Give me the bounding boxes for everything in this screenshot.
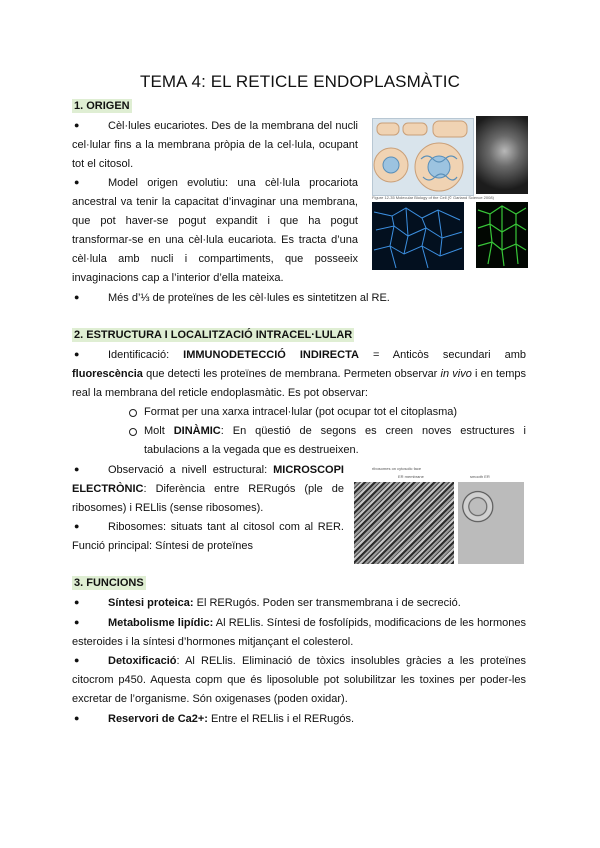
sub-item-xarxa: Format per una xarxa intracel·lular (pot ocupar tot el citoplasma): [144, 406, 458, 418]
section-heading-origen: 1. ORIGEN: [74, 100, 130, 112]
bullet: ●: [74, 713, 80, 723]
sub-bullet: [129, 428, 137, 436]
em-label: smooth ER: [470, 474, 490, 479]
sub-item-dinamic: Molt DINÀMIC: En qüestió de segons es creen noves estructures i tabulacions a la vegada que es destrueixen.: [144, 425, 526, 456]
section-heading-funcions: 3. FUNCIONS: [74, 577, 144, 589]
bullet: ●: [74, 597, 80, 607]
bullet: ●: [74, 292, 80, 302]
er-fluorescence-green: [476, 202, 528, 268]
bullet: ●: [74, 655, 80, 665]
bullet: ●: [74, 120, 80, 130]
paragraph-microscopi: Observació a nivell estructural: MICROSCOPI ELECTRÒNIC: Diferència entre RERugós (ple de ribosomes) i RELlis (sense ribosomes).: [72, 464, 344, 514]
function-lipidic: Metabolisme lipídic: Al RELlis. Síntesi de fosfolípids, modificacions de les hormones esteroides i la síntesi d’hormones mitjançant el colesterol.: [72, 617, 526, 648]
bullet: ●: [74, 464, 80, 474]
paragraph-origen-2: Model origen evolutiu: una cèl·lula procariota ancestral va tenir la capacitat d’invaginar una membrana, que pot haver-se pogut expandit i que ha pogut transformar-se en una cèl·lula eucariota. Es tracta d’una cèl·lula amb nucli i compartiments, que posseeix invaginacions cap a l’interior d’ella mateixa.: [72, 177, 358, 284]
bullet: ●: [74, 177, 80, 187]
er-evolution-diagram: [372, 118, 474, 196]
em-label: ribosomes on cytosolic face: [372, 466, 422, 471]
rough-er-micrograph: [354, 482, 454, 564]
paragraph-origen-3: Més d’⅓ de proteïnes de les cèl·lules es sintetitzen al RE.: [108, 292, 390, 304]
paragraph-ribosomes: Ribosomes: situats tant al citosol com al RER. Funció principal: Síntesi de proteïnes: [72, 521, 344, 552]
er-micrograph-gray: [476, 116, 528, 194]
function-detoxificacio: Detoxificació: Al RELlis. Eliminació de tòxics insolubles gràcies a les proteïnes citocrom p450. Aquesta copm que és liposoluble pot solubilitzar les toxines per poder-les excretar de l’organisme. Són oxigenases (poden oxidar).: [72, 655, 526, 705]
function-calci: Reservori de Ca2+: Entre el RELlis i el RERugós.: [108, 713, 355, 725]
page-title: TEMA 4: EL RETICLE ENDOPLASMÀTIC: [140, 72, 460, 91]
bullet: ●: [74, 617, 80, 627]
paragraph-origen-1: Cèl·lules eucariotes. Des de la membrana del nucli cel·lular fins a la membrana pròpia de la cel·lula, ocupant tot el citosol.: [72, 120, 358, 170]
bullet: ●: [74, 349, 80, 359]
figure-caption: Figure 12-35 Molecular Biology of the Cell (© Garland Science 2008): [372, 195, 494, 200]
em-label: ER membrane: [398, 474, 424, 479]
section-heading-estructura: 2. ESTRUCTURA I LOCALITZACIÓ INTRACEL·LULAR: [74, 329, 353, 341]
bullet: ●: [74, 521, 80, 531]
smooth-er-micrograph: [458, 482, 524, 564]
sub-bullet: [129, 409, 137, 417]
er-fluorescence-blue: [372, 202, 464, 270]
function-sintesi: Síntesi proteica: El RERugós. Poden ser transmembrana i de secreció.: [108, 597, 461, 609]
paragraph-identificacio: Identificació: IMMUNODETECCIÓ INDIRECTA = Anticòs secundari amb fluorescència que detecti les proteïnes de membrana. Permeten observar in vivo i en temps real la membrana del reticle endoplasmàtic. Es pot observar:: [72, 349, 526, 399]
